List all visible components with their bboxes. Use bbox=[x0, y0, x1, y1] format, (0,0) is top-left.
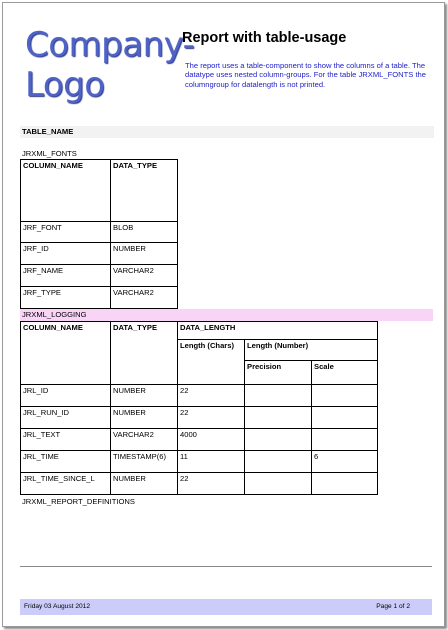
table-row bbox=[21, 451, 378, 473]
report-title: Report with table-usage bbox=[182, 30, 347, 46]
footer-page-number: Page 1 of 2 bbox=[376, 603, 410, 610]
length-chars-cell: 22 bbox=[178, 407, 245, 429]
precision-cell bbox=[245, 407, 312, 429]
length-chars-cell: 4000 bbox=[178, 429, 245, 451]
table-label-jrxml-logging: JRXML_LOGGING bbox=[20, 309, 433, 321]
column-name-cell: JRL_TIME bbox=[21, 451, 111, 473]
columns-table-jrxml-logging bbox=[20, 321, 378, 495]
columns-table-jrxml-fonts bbox=[20, 159, 178, 309]
table-header-row bbox=[21, 322, 378, 340]
table-row bbox=[21, 222, 178, 243]
scale-cell bbox=[312, 473, 378, 495]
logo-line-1: Company- bbox=[25, 25, 195, 65]
table-row bbox=[21, 407, 378, 429]
length-number-header: Length (Number) bbox=[245, 340, 378, 361]
table-row bbox=[21, 385, 378, 407]
footer-date: Friday 03 August 2012 bbox=[24, 603, 90, 610]
table-name-header: TABLE_NAME bbox=[20, 126, 434, 138]
table-row bbox=[21, 287, 178, 309]
page-footer bbox=[20, 599, 432, 615]
data-type-cell: VARCHAR2 bbox=[111, 265, 178, 287]
precision-cell bbox=[245, 473, 312, 495]
data-type-cell: TIMESTAMP(6) bbox=[111, 451, 178, 473]
scale-header: Scale bbox=[312, 361, 378, 385]
precision-cell bbox=[245, 429, 312, 451]
scale-cell: 6 bbox=[312, 451, 378, 473]
scale-cell bbox=[312, 429, 378, 451]
length-chars-cell: 22 bbox=[178, 385, 245, 407]
column-name-cell: JRF_TYPE bbox=[21, 287, 111, 309]
precision-header: Precision bbox=[245, 361, 312, 385]
data-type-cell: BLOB bbox=[111, 222, 178, 243]
report-description: The report uses a table-component to show the columns of a table. The datatype uses nested column-groups. For the table JRXML_FONTS the columngroup for datalength is not printed. bbox=[185, 61, 427, 89]
length-chars-cell: 11 bbox=[178, 451, 245, 473]
column-name-cell: JRF_FONT bbox=[21, 222, 111, 243]
table-row bbox=[21, 243, 178, 265]
precision-cell bbox=[245, 451, 312, 473]
footer-divider bbox=[20, 566, 432, 567]
data-type-cell: NUMBER bbox=[111, 243, 178, 265]
data-type-cell: NUMBER bbox=[111, 473, 178, 495]
table-row bbox=[21, 429, 378, 451]
column-name-cell: JRL_RUN_ID bbox=[21, 407, 111, 429]
data-type-cell: VARCHAR2 bbox=[111, 429, 178, 451]
column-name-header: COLUMN_NAME bbox=[21, 160, 111, 222]
data-type-header: DATA_TYPE bbox=[111, 322, 178, 385]
precision-cell bbox=[245, 385, 312, 407]
column-name-cell: JRF_ID bbox=[21, 243, 111, 265]
logo-line-2: Logo bbox=[25, 65, 105, 105]
data-type-header: DATA_TYPE bbox=[111, 160, 178, 222]
table-header-row bbox=[21, 160, 178, 222]
scale-cell bbox=[312, 385, 378, 407]
table-label-jrxml-report-definitions: JRXML_REPORT_DEFINITIONS bbox=[22, 497, 135, 506]
column-name-cell: JRL_TIME_SINCE_L bbox=[21, 473, 111, 495]
length-chars-header: Length (Chars) bbox=[178, 340, 245, 385]
data-type-cell: NUMBER bbox=[111, 385, 178, 407]
data-length-header: DATA_LENGTH bbox=[178, 322, 378, 340]
scale-cell bbox=[312, 407, 378, 429]
report-page bbox=[2, 2, 445, 627]
column-name-cell: JRL_TEXT bbox=[21, 429, 111, 451]
table-row bbox=[21, 473, 378, 495]
column-name-cell: JRF_NAME bbox=[21, 265, 111, 287]
column-name-cell: JRL_ID bbox=[21, 385, 111, 407]
length-chars-cell: 22 bbox=[178, 473, 245, 495]
company-logo bbox=[25, 25, 195, 105]
table-label-jrxml-fonts: JRXML_FONTS bbox=[22, 149, 77, 158]
table-row bbox=[21, 265, 178, 287]
data-type-cell: VARCHAR2 bbox=[111, 287, 178, 309]
column-name-header: COLUMN_NAME bbox=[21, 322, 111, 385]
data-type-cell: NUMBER bbox=[111, 407, 178, 429]
